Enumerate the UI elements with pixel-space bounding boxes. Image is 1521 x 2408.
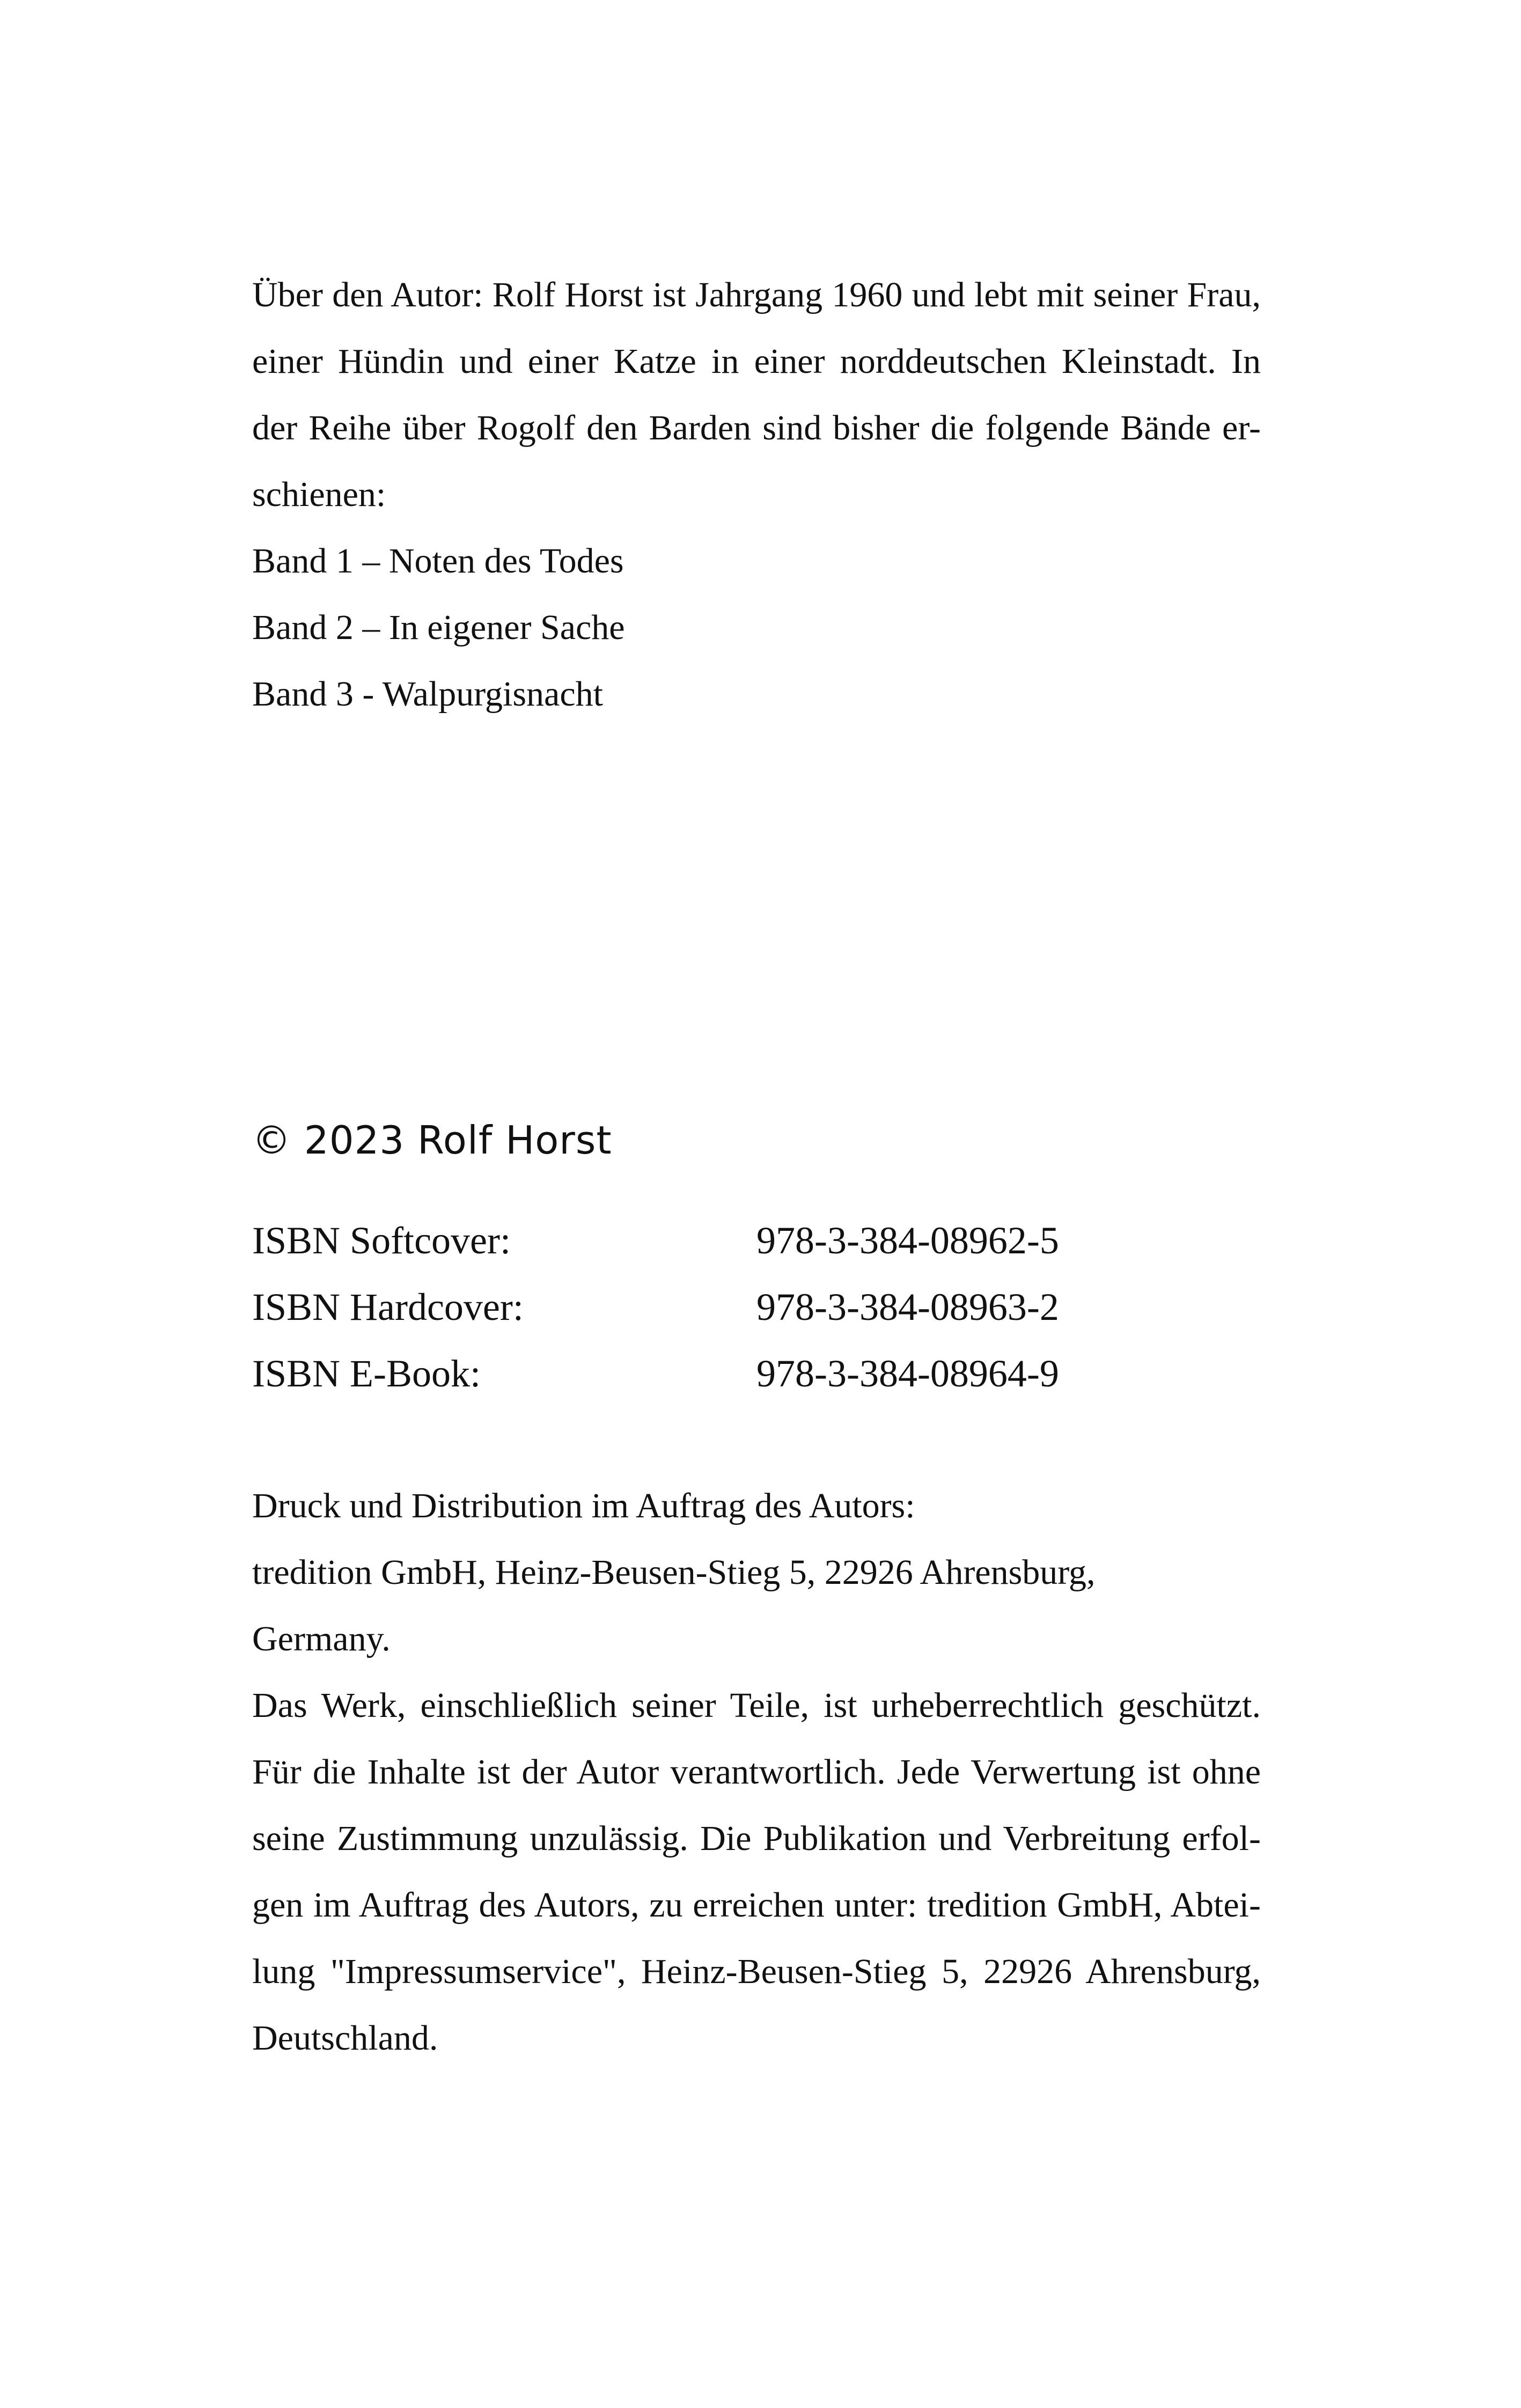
imprint-line-7: gen im Auftrag des Autors, zu erreichen unter: tredition GmbH, Abtei- <box>252 1885 1261 1925</box>
imprint-line-8: lung "Impressumservice", Heinz-Beusen-Stieg 5, 22926 Ahrensburg, <box>252 1952 1261 1991</box>
about-line-1: Über den Autor: Rolf Horst ist Jahrgang 1960 und lebt mit seiner Frau, <box>252 275 1261 314</box>
isbn-row-softcover <box>252 1207 1111 1274</box>
isbn-row-hardcover <box>252 1274 1111 1340</box>
imprint-line-4: Das Werk, einschließlich seiner Teile, ist urheberrechtlich geschützt. <box>252 1686 1261 1725</box>
isbn-value: 978-3-384-08964-9 <box>756 1352 1059 1395</box>
isbn-label: ISBN Softcover: <box>252 1219 511 1262</box>
isbn-label: ISBN E-Book: <box>252 1352 481 1395</box>
isbn-value: 978-3-384-08963-2 <box>756 1286 1059 1328</box>
imprint-line-3: Germany. <box>252 1619 391 1658</box>
imprint-line-6: seine Zustimmung unzulässig. Die Publikation und Verbreitung erfol- <box>252 1819 1261 1858</box>
about-line-4: schienen: <box>252 475 386 514</box>
about-author-section <box>252 262 1261 728</box>
imprint-line-9: Deutschland. <box>252 2018 438 2058</box>
isbn-table <box>252 1207 1111 1407</box>
imprint-line-5: Für die Inhalte ist der Autor verantwortlich. Jede Verwertung ist ohne <box>252 1752 1261 1792</box>
isbn-label: ISBN Hardcover: <box>252 1286 524 1328</box>
copyright-notice: © 2023 Rolf Horst <box>252 1118 612 1163</box>
book-list-item-2: Band 2 – In eigener Sache <box>252 608 625 647</box>
isbn-value: 978-3-384-08962-5 <box>756 1219 1059 1262</box>
imprint-line-2: tredition GmbH, Heinz-Beusen-Stieg 5, 22926 Ahrensburg, <box>252 1553 1096 1592</box>
isbn-row-ebook <box>252 1340 1111 1407</box>
imprint-line-1: Druck und Distribution im Auftrag des Autors: <box>252 1486 915 1525</box>
book-list-item-3: Band 3 - Walpurgisnacht <box>252 674 603 714</box>
imprint-section <box>252 1473 1261 2072</box>
book-list-item-1: Band 1 – Noten des Todes <box>252 541 624 581</box>
about-line-2: einer Hündin und einer Katze in einer norddeutschen Kleinstadt. In <box>252 342 1261 381</box>
about-line-3: der Reihe über Rogolf den Barden sind bisher die folgende Bände er- <box>252 408 1261 447</box>
